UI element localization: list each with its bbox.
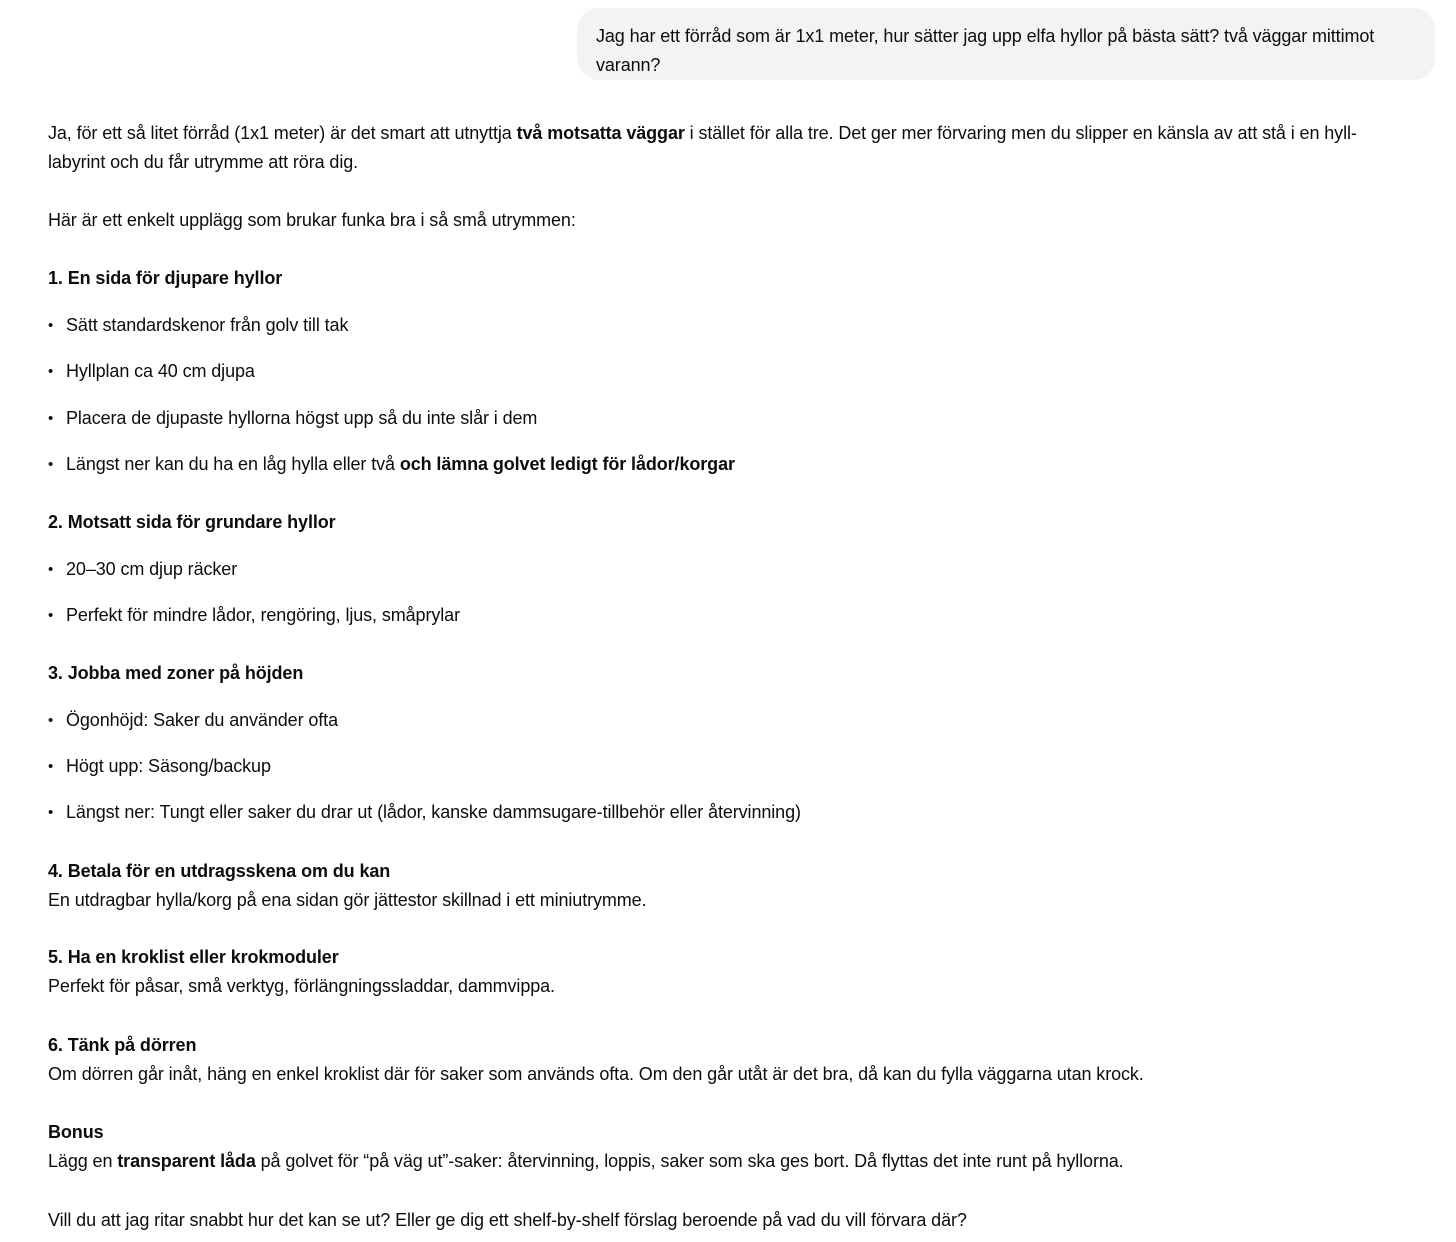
bullet-marker: • [48, 712, 54, 729]
section-3-heading: 3. Jobba med zoner på höjden [48, 663, 304, 683]
intro-text-end: i stället för alla tre. Det ger mer förvaring men du slipper en känsla av att stå i en hyll- [684, 123, 1357, 143]
section-2-bullet-2: Perfekt för mindre lådor, rengöring, ljus, småprylar [66, 605, 460, 625]
section-6-text: Om dörren går inåt, häng en enkel kroklist där för saker som används ofta. Om den går utåt är det bra, då kan du fylla väggarna utan krock. [48, 1064, 1144, 1084]
section-3-bullet-1: Ögonhöjd: Saker du använder ofta [66, 710, 338, 730]
intro-paragraph-line-1 [48, 119, 1357, 148]
section-4-heading: 4. Betala för en utdragsskena om du kan [48, 861, 391, 881]
bonus-text [48, 1147, 1124, 1176]
user-message-text: Jag har ett förråd som är 1x1 meter, hur sätter jag upp elfa hyllor på bästa sätt? två väggar mittimot varann? [596, 26, 1375, 75]
intro-bold-text: två motsatta väggar [516, 123, 685, 143]
user-message-bubble [577, 8, 1435, 80]
section-1-heading: 1. En sida för djupare hyllor [48, 268, 283, 288]
closing-question: Vill du att jag ritar snabbt hur det kan se ut? Eller ge dig ett shelf-by-shelf förslag beroende på vad du vill förvara där? [48, 1210, 967, 1230]
intro-paragraph-line-2: labyrint och du får utrymme att röra dig. [48, 152, 359, 172]
bullet-marker: • [48, 758, 54, 775]
section-3-bullet-3: Längst ner: Tungt eller saker du drar ut (lådor, kanske dammsugare-tillbehör eller återvinning) [66, 802, 801, 822]
bullet-marker: • [48, 607, 54, 624]
intro-paragraph-2: Här är ett enkelt upplägg som brukar funka bra i så små utrymmen: [48, 210, 576, 230]
bonus-bold-text: transparent låda [117, 1151, 256, 1171]
bullet-bold-text: och lämna golvet ledigt för lådor/korgar [399, 454, 735, 474]
bonus-text-end: på golvet för “på väg ut”-saker: återvinning, loppis, saker som ska ges bort. Då flyttas det inte runt på hyllorna. [255, 1151, 1124, 1171]
section-1-bullet-4 [66, 450, 735, 479]
bullet-marker: • [48, 363, 54, 380]
section-5-text: Perfekt för påsar, små verktyg, förlängningssladdar, dammvippa. [48, 976, 555, 996]
intro-text: Ja, för ett så litet förråd (1x1 meter) är det smart att utnyttja [48, 123, 517, 143]
section-4-text: En utdragbar hylla/korg på ena sidan gör jättestor skillnad i ett miniutrymme. [48, 890, 647, 910]
bonus-heading: Bonus [48, 1122, 104, 1142]
section-2-bullet-1: 20–30 cm djup räcker [66, 559, 238, 579]
bullet-marker: • [48, 561, 54, 578]
section-1-bullet-3: Placera de djupaste hyllorna högst upp så du inte slår i dem [66, 408, 538, 428]
bullet-marker: • [48, 317, 54, 334]
section-6-heading: 6. Tänk på dörren [48, 1035, 197, 1055]
section-2-heading: 2. Motsatt sida för grundare hyllor [48, 512, 336, 532]
bullet-marker: • [48, 456, 54, 473]
bullet-marker: • [48, 410, 54, 427]
section-5-heading: 5. Ha en kroklist eller krokmoduler [48, 947, 339, 967]
section-3-bullet-2: Högt upp: Säsong/backup [66, 756, 271, 776]
section-1-bullet-1: Sätt standardskenor från golv till tak [66, 315, 349, 335]
bullet-marker: • [48, 804, 54, 821]
bonus-text-start: Lägg en [48, 1151, 118, 1171]
section-1-bullet-2: Hyllplan ca 40 cm djupa [66, 361, 255, 381]
bullet-text: Längst ner kan du ha en låg hylla eller två [66, 454, 400, 474]
